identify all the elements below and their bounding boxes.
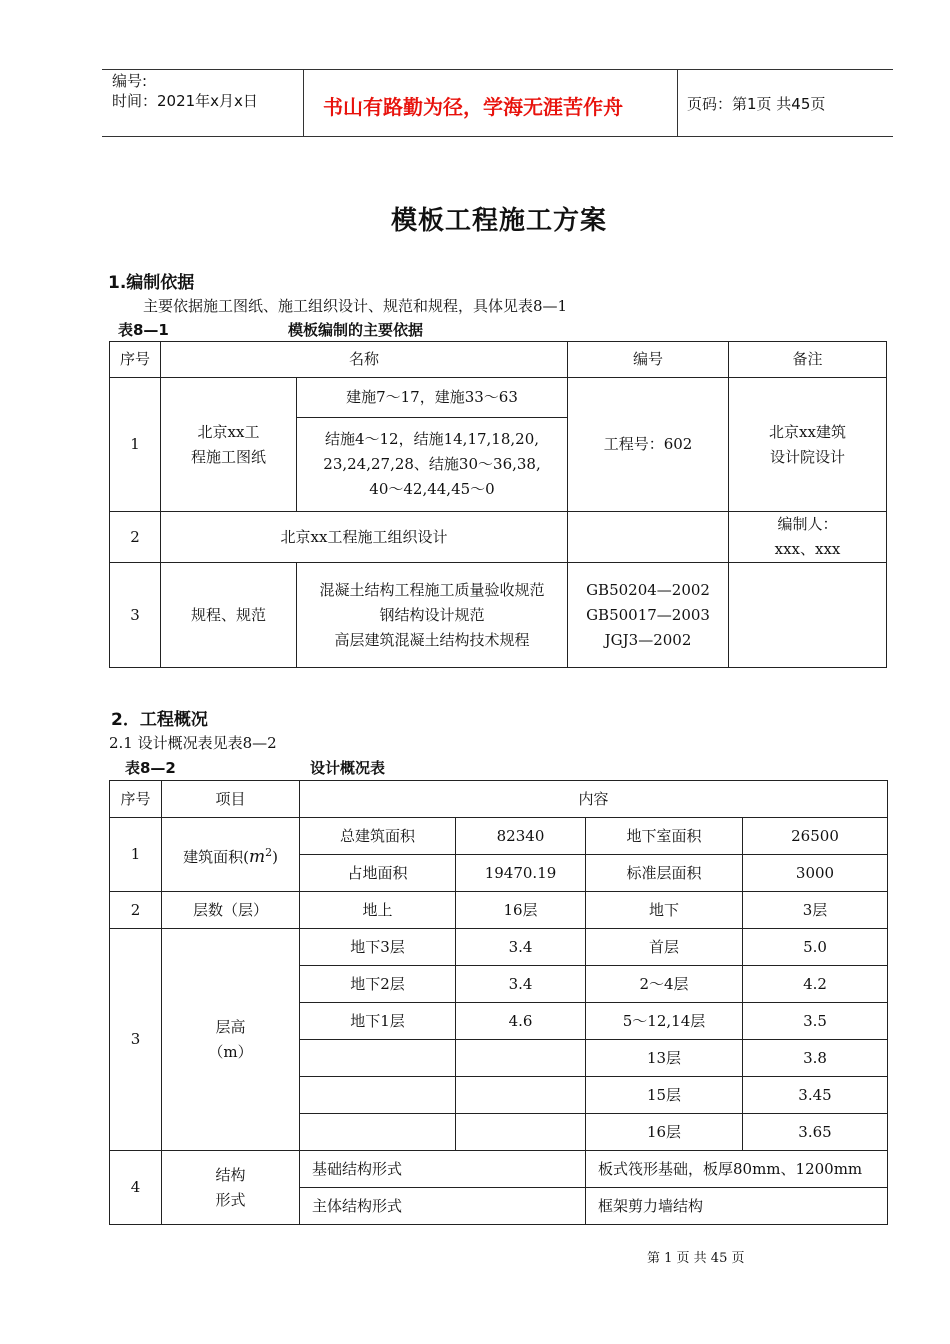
- table2-cell-no: 3: [110, 929, 162, 1151]
- structure-label-line: 形式: [215, 1190, 246, 1209]
- section2-heading: 2．工程概况: [111, 710, 208, 730]
- table1-spec-line: 高层建筑混凝土结构技术规程: [334, 630, 530, 649]
- table1-name-line: 北京xx工: [197, 422, 260, 441]
- header-page-label: 页码：第1页 共45页: [687, 95, 826, 113]
- table2-cell: [300, 1077, 456, 1114]
- table2-cell: 5～12,14层: [586, 1003, 743, 1040]
- table-row: [110, 892, 888, 929]
- table2: [109, 780, 888, 1225]
- height-label-line: （m）: [208, 1042, 253, 1061]
- header-motto: 书山有路勤为径，学海无涯苦作舟: [323, 95, 623, 119]
- table2-cell-no: 1: [110, 818, 162, 892]
- table1-cell-sub: 建施7～17，建施33～63: [297, 378, 568, 418]
- table2-cell: 5.0: [743, 929, 888, 966]
- table2-cell: 4.6: [456, 1003, 586, 1040]
- table2-cell-no: 4: [110, 1151, 162, 1225]
- table2-cell: 总建筑面积: [300, 818, 456, 855]
- table2-number: 表8—2: [125, 759, 176, 777]
- table-row: [110, 512, 887, 563]
- table2-cell: 3.4: [456, 929, 586, 966]
- table1-note-line: 北京xx建筑: [769, 422, 846, 441]
- table1-header-cell: 名称: [161, 342, 568, 378]
- page-footer: 第 1 页 共 45 页: [647, 1251, 745, 1266]
- table1-cell-name: 北京xx工程施工组织设计: [161, 512, 568, 563]
- table-row: [110, 818, 888, 855]
- table1-code-line: GB50204—2002: [586, 580, 710, 599]
- structure-label-line: 结构: [215, 1165, 246, 1184]
- table2-cell: 地上: [300, 892, 456, 929]
- table1-code-line: JGJ3—2002: [604, 630, 692, 649]
- table2-cell: 2～4层: [586, 966, 743, 1003]
- table2-cell: 15层: [586, 1077, 743, 1114]
- table1-cell-name: [161, 378, 297, 512]
- header-number-label: 编号:: [112, 72, 148, 90]
- table1-cell-no: 1: [110, 378, 161, 512]
- table-row: [110, 929, 888, 966]
- table2-cell-item: 层数（层）: [162, 892, 300, 929]
- table1-cell-no: 3: [110, 563, 161, 668]
- table-row: [110, 563, 887, 668]
- table-row: [110, 378, 887, 418]
- table2-cell: 板式筏形基础，板厚80mm、1200mm: [586, 1151, 888, 1188]
- header-divider-2: [677, 69, 678, 136]
- table2-cell: 主体结构形式: [300, 1188, 586, 1225]
- table2-header-cell: 内容: [300, 781, 888, 818]
- table2-cell: 占地面积: [300, 855, 456, 892]
- table2-cell: [456, 1077, 586, 1114]
- table2-cell: 3.8: [743, 1040, 888, 1077]
- table2-cell: 地下1层: [300, 1003, 456, 1040]
- table1-note-line: xxx、xxx: [774, 540, 841, 558]
- area-label: 建筑面积(: [183, 847, 249, 866]
- table2-cell: 框架剪力墙结构: [586, 1188, 888, 1225]
- table2-header-row: [110, 781, 888, 818]
- table1-cell-code: [568, 512, 729, 563]
- table2-cell: 基础结构形式: [300, 1151, 586, 1188]
- table1-cell-name: 规程、规范: [161, 563, 297, 668]
- table1-cell-no: 2: [110, 512, 161, 563]
- table2-cell: 16层: [586, 1114, 743, 1151]
- table1-header-cell: 编号: [568, 342, 729, 378]
- table1-code-line: GB50017—2003: [586, 605, 710, 624]
- table2-cell: [456, 1040, 586, 1077]
- table1-cell-note: [729, 563, 887, 668]
- table1-spec-line: 钢结构设计规范: [379, 605, 485, 624]
- table1-cell-sub: [297, 418, 568, 512]
- table2-cell: [456, 1114, 586, 1151]
- header-top-rule: [102, 69, 893, 70]
- header-bottom-rule: [102, 136, 893, 137]
- table2-cell: 3.65: [743, 1114, 888, 1151]
- table1-note-line: 设计院设计: [770, 447, 846, 466]
- table1-title: 模板编制的主要依据: [288, 321, 424, 339]
- table2-cell: 地下: [586, 892, 743, 929]
- height-label-line: 层高: [215, 1017, 246, 1036]
- table1-note-line: 编制人：: [777, 515, 838, 533]
- table1-cell-note: [729, 378, 887, 512]
- table1-number: 表8—1: [118, 321, 169, 339]
- table2-cell: [300, 1040, 456, 1077]
- section1-intro: 主要依据施工图纸、施工组织设计、规范和规程，具体见表8—1: [143, 297, 568, 315]
- table1: [109, 341, 887, 668]
- table2-header-cell: 项目: [162, 781, 300, 818]
- table2-cell-item: [162, 929, 300, 1151]
- table2-cell: 16层: [456, 892, 586, 929]
- table1-header-cell: 序号: [110, 342, 161, 378]
- table1-sub-line: 23,24,27,28、结施30～36,38,: [323, 455, 541, 473]
- table1-cell-spec: [297, 563, 568, 668]
- table2-cell: 3.4: [456, 966, 586, 1003]
- section2-sub: 2.1 设计概况表见表8—2: [109, 734, 277, 752]
- table2-cell-item: [162, 818, 300, 892]
- table2-cell: 3层: [743, 892, 888, 929]
- table2-cell: 地下室面积: [586, 818, 743, 855]
- table2-header-cell: 序号: [110, 781, 162, 818]
- area-unit: m: [248, 846, 266, 867]
- header-time-label: 时间：2021年x月x日: [112, 92, 258, 110]
- table2-cell: 4.2: [743, 966, 888, 1003]
- table1-sub-line: 40～42,44,45～0: [369, 480, 495, 498]
- table2-cell: 13层: [586, 1040, 743, 1077]
- table2-cell: 3.45: [743, 1077, 888, 1114]
- table1-cell-code: [568, 563, 729, 668]
- table1-cell-code: 工程号：602: [568, 378, 729, 512]
- document-title: 模板工程施工方案: [390, 206, 607, 236]
- section1-heading: 1.编制依据: [108, 273, 195, 293]
- table1-header-row: [110, 342, 887, 378]
- table-row: [110, 1151, 888, 1188]
- table2-cell: [300, 1114, 456, 1151]
- area-unit-sup: 2: [265, 845, 273, 859]
- table2-cell: 地下2层: [300, 966, 456, 1003]
- table1-name-line: 程施工图纸: [190, 447, 266, 466]
- table1-sub-line: 结施4～12，结施14,17,18,20,: [324, 430, 540, 448]
- header-divider-1: [303, 69, 304, 136]
- table2-cell: 82340: [456, 818, 586, 855]
- area-label-end: ): [272, 847, 278, 866]
- table2-cell-item: [162, 1151, 300, 1225]
- table2-cell: 26500: [743, 818, 888, 855]
- table2-cell: 3000: [743, 855, 888, 892]
- table2-cell: 19470.19: [456, 855, 586, 892]
- table1-spec-line: 混凝土结构工程施工质量验收规范: [319, 580, 545, 599]
- table2-cell: 标准层面积: [586, 855, 743, 892]
- table2-cell-no: 2: [110, 892, 162, 929]
- table2-cell: 首层: [586, 929, 743, 966]
- table2-cell: 3.5: [743, 1003, 888, 1040]
- table1-header-cell: 备注: [729, 342, 887, 378]
- table2-cell: 地下3层: [300, 929, 456, 966]
- table1-cell-note: [729, 512, 887, 563]
- table2-title: 设计概况表: [310, 759, 386, 777]
